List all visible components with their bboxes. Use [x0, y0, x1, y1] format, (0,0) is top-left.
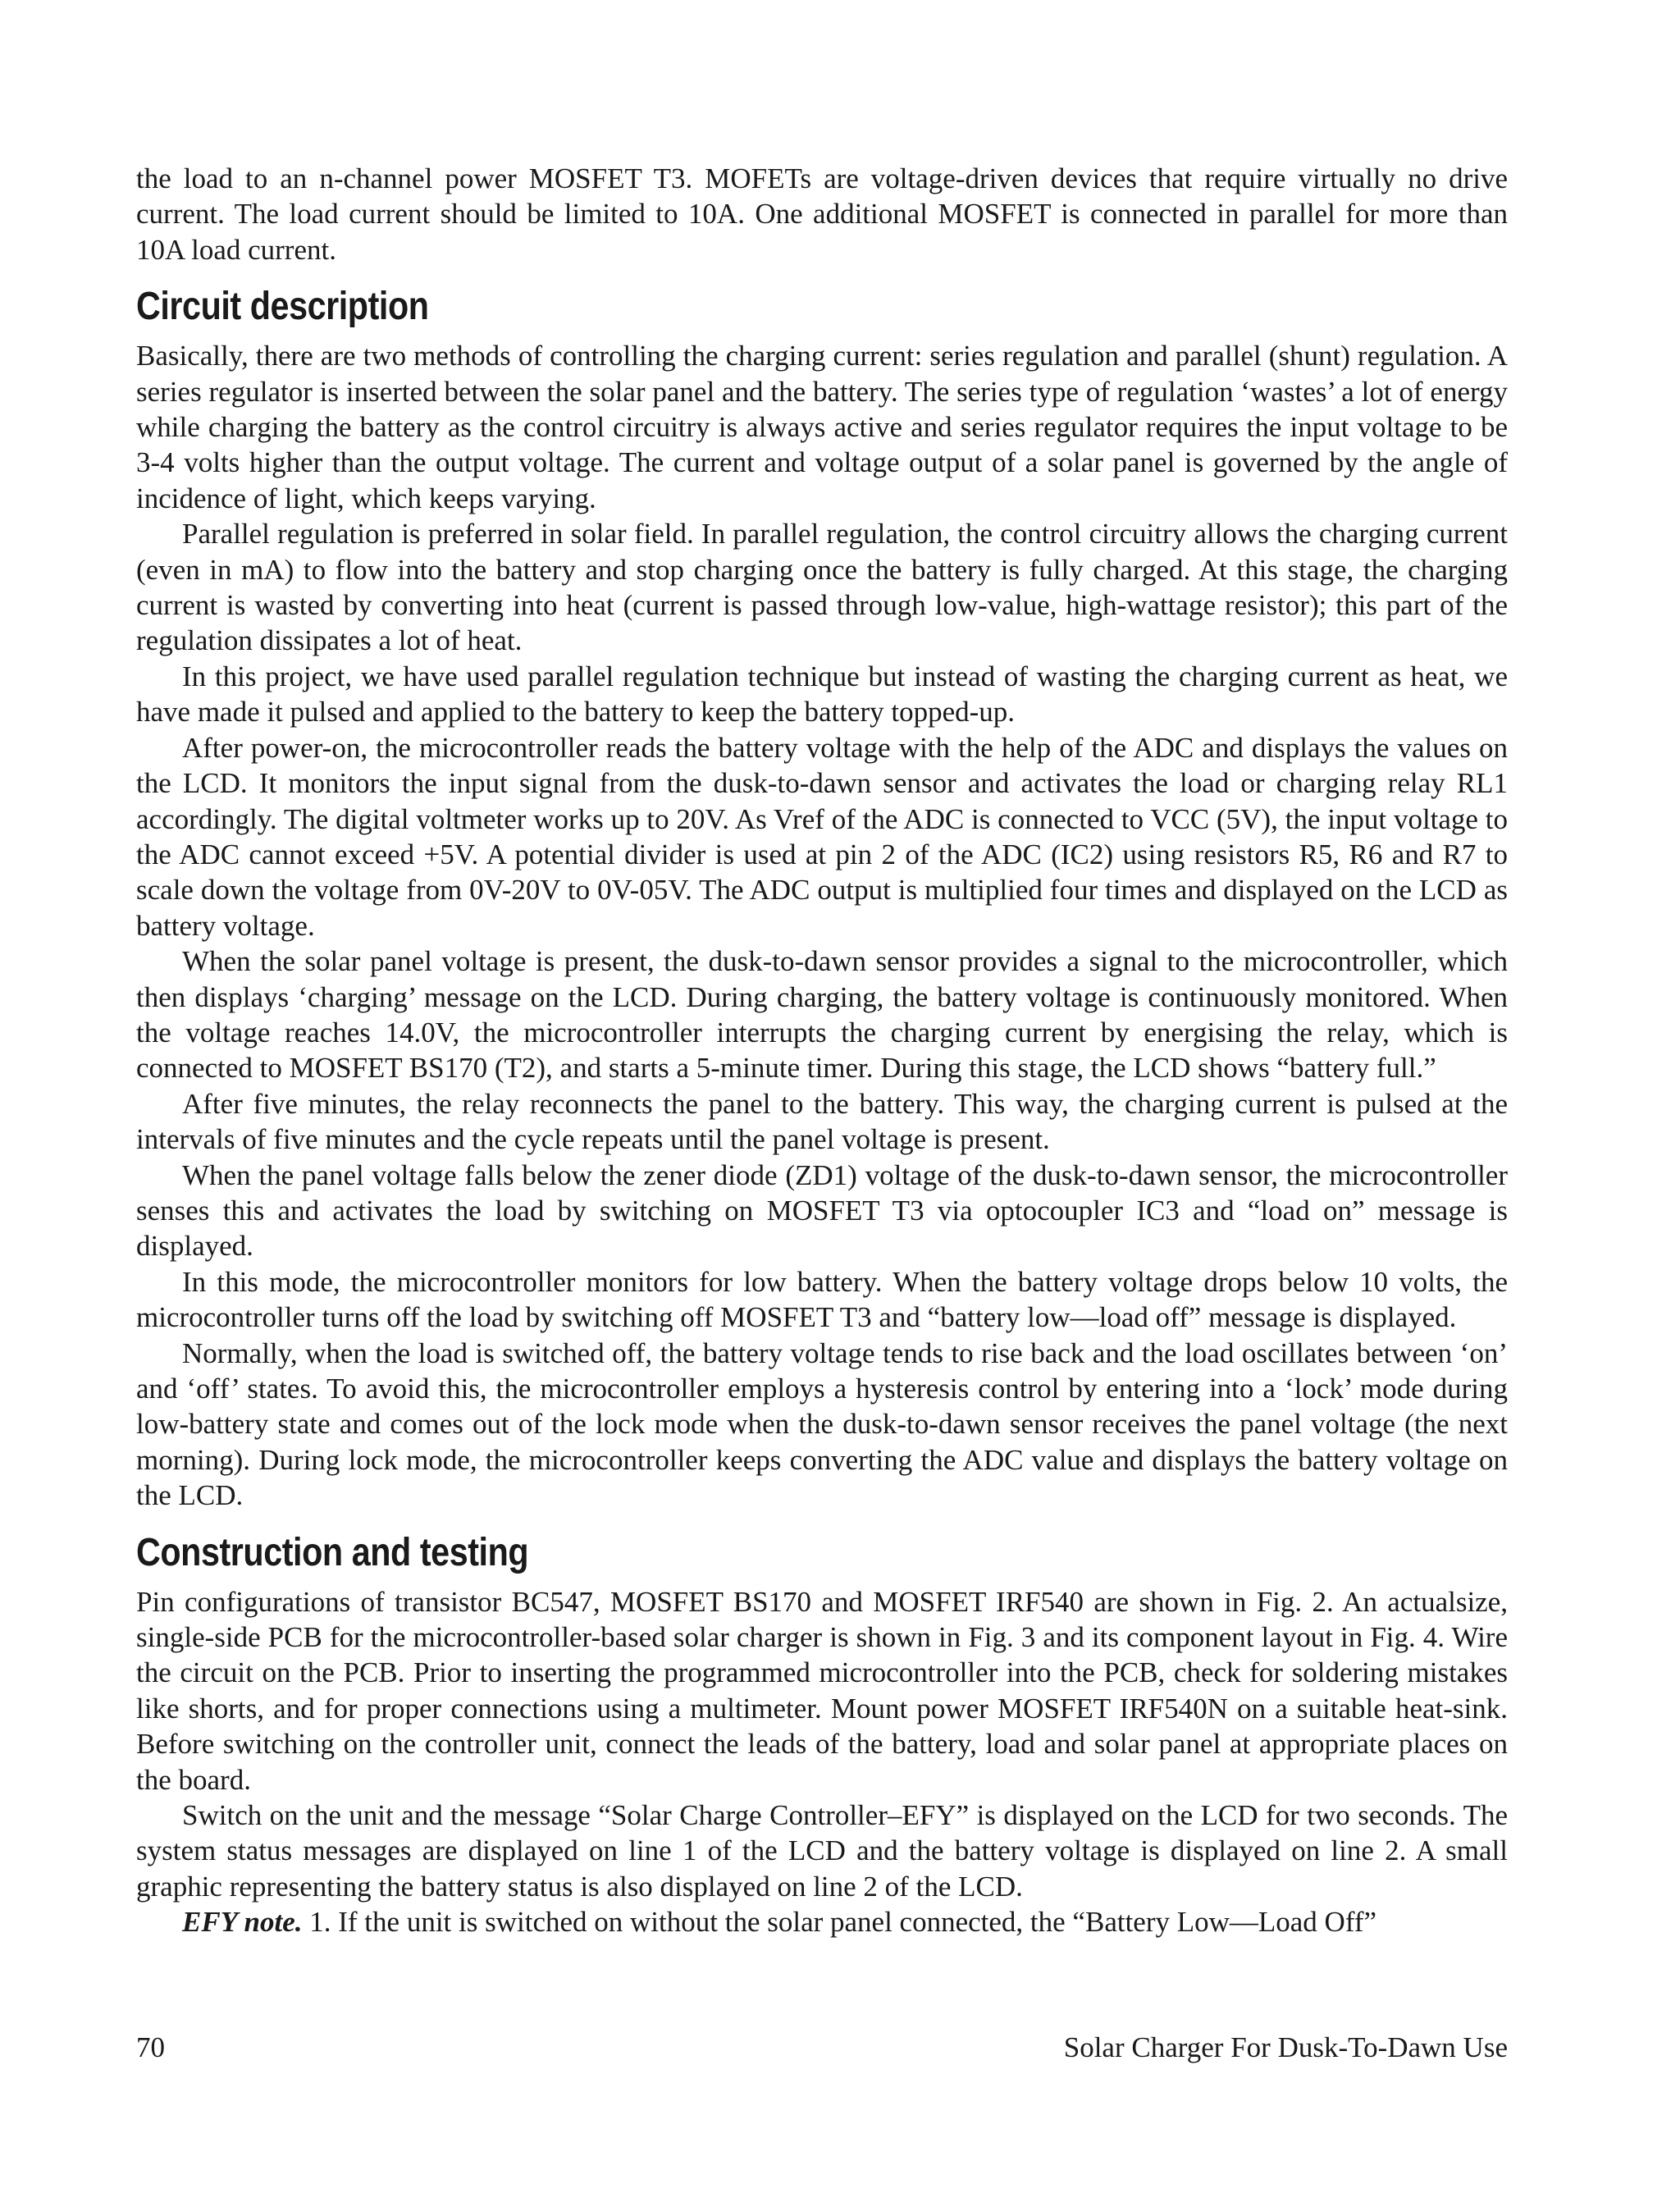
circuit-description-heading: Circuit description: [136, 285, 429, 329]
body-paragraph: Parallel regulation is preferred in solar field. In parallel regulation, the control circuitry allows the charging current (even in mA) to flow into the battery and stop charging once the battery is fully charged. At this stage, the charging current is wasted by converting into heat (current is passed through low-value, high-wattage resistor); this part of the regulation dissipates a lot of heat.: [136, 518, 1508, 657]
body-paragraph: Pin configurations of transistor BC547, MOSFET BS170 and MOSFET IRF540 are shown in Fig. 2. An actualsize, single-side PCB for the microcontroller-based solar charger is shown in Fig. 3 and its component layout in Fig. 4. Wire the circuit on the PCB. Prior to inserting the programmed microcontroller into the PCB, check for soldering mistakes like shorts, and for proper connections using a multimeter. Mount power MOSFET IRF540N on a suitable heat-sink. Before switching on the controller unit, connect the leads of the battery, load and solar panel at appropriate places on the board.: [136, 1585, 1508, 1796]
page-number: 70: [136, 2031, 165, 2063]
body-paragraph: Normally, when the load is switched off, the battery voltage tends to rise back and the load oscillates between ‘on’ and ‘off’ states. To avoid this, the microcontroller employs a hysteresis control by entering into a ‘lock’ mode during low-battery state and comes out of the lock mode when the dusk-to-dawn sensor receives the panel voltage (the next morning). During lock mode, the microcontroller keeps converting the ADC value and displays the battery voltage on the LCD.: [136, 1336, 1508, 1512]
efy-note-text: 1. If the unit is switched on without the solar panel connected, the “Battery Low—Load Off”: [302, 1906, 1377, 1939]
body-paragraph: Basically, there are two methods of controlling the charging current: series regulation and parallel (shunt) regulation. A series regulator is inserted between the solar panel and the battery. The series type of regulation ‘wastes’ a lot of energy while charging the battery as the control circuitry is always active and series regulator requires the input voltage to be 3-4 volts higher than the output voltage. The current and voltage output of a solar panel is governed by the angle of incidence of light, which keeps varying.: [136, 340, 1508, 514]
efy-note-label: EFY note.: [182, 1906, 303, 1939]
efy-note-paragraph: [136, 1904, 1508, 1939]
page-body: [136, 161, 1508, 1940]
construction-testing-heading: Construction and testing: [136, 1530, 529, 1574]
body-paragraph: In this project, we have used parallel regulation technique but instead of wasting the charging current as heat, we have made it pulsed and applied to the battery to keep the battery topped-up.: [136, 660, 1508, 729]
body-paragraph: After power-on, the microcontroller reads the battery voltage with the help of the ADC and displays the values on the LCD. It monitors the input signal from the dusk-to-dawn sensor and activates the load or charging relay RL1 accordingly. The digital voltmeter works up to 20V. As Vref of the ADC is connected to VCC (5V), the input voltage to the ADC cannot exceed +5V. A potential divider is used at pin 2 of the ADC (IC2) using resistors R5, R6 and R7 to scale down the voltage from 0V-20V to 0V-05V. The ADC output is multiplied four times and displayed on the LCD as battery voltage.: [136, 731, 1508, 942]
body-paragraph: In this mode, the microcontroller monitors for low battery. When the battery voltage drops below 10 volts, the microcontroller turns off the load by switching off MOSFET T3 and “battery low—load off” message is displayed.: [136, 1265, 1508, 1334]
body-paragraph: Switch on the unit and the message “Solar Charge Controller–EFY” is displayed on the LCD for two seconds. The system status messages are displayed on line 1 of the LCD and the battery voltage is displayed on line 2. A small graphic representing the battery status is also displayed on line 2 of the LCD.: [136, 1799, 1508, 1903]
body-paragraph: When the panel voltage falls below the zener diode (ZD1) voltage of the dusk-to-dawn sensor, the microcontroller senses this and activates the load by switching on MOSFET T3 via optocoupler IC3 and “load on” message is displayed.: [136, 1158, 1508, 1263]
body-paragraph: When the solar panel voltage is present, the dusk-to-dawn sensor provides a signal to the microcontroller, which then displays ‘charging’ message on the LCD. During charging, the battery voltage is continuously monitored. When the voltage reaches 14.0V, the microcontroller interrupts the charging current by energising the relay, which is connected to MOSFET BS170 (T2), and starts a 5-minute timer. During this stage, the LCD shows “battery full.”: [136, 945, 1508, 1085]
intro-paragraph: the load to an n-channel power MOSFET T3. MOFETs are voltage-driven devices that require virtually no drive current. The load current should be limited to 10A. One additional MOSFET is connected in parallel for more than 10A load current.: [136, 162, 1508, 266]
running-title: Solar Charger For Dusk-To-Dawn Use: [1063, 2031, 1508, 2063]
body-paragraph: After five minutes, the relay reconnects the panel to the battery. This way, the charging current is pulsed at the intervals of five minutes and the cycle repeats until the panel voltage is present.: [136, 1087, 1508, 1156]
